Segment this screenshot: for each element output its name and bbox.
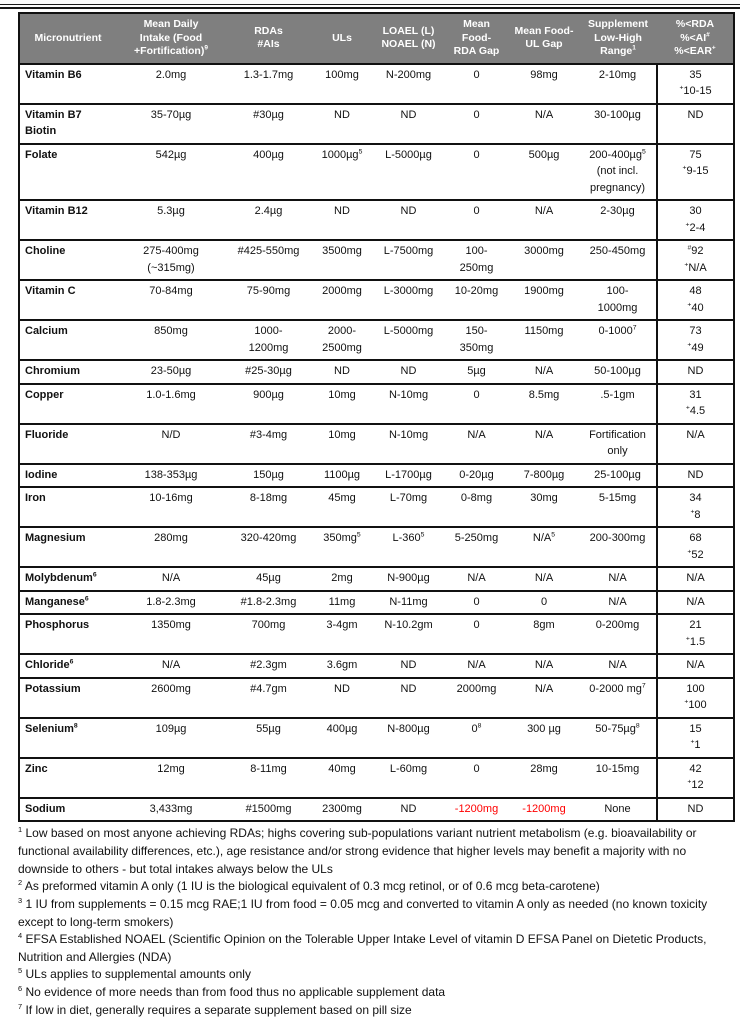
table-cell: 542µg	[116, 144, 226, 201]
table-cell: ND	[373, 678, 444, 718]
footnote-marker: 1	[18, 825, 23, 835]
footnote: $^1$ Low based on most anyone achieving RDAs; highs covering sub-populations variant nutrient metabolism (e.g. bioavailability or functional availability differences, etc.), age resistance and/or strong evidence that higher levels may benefit a majority with no downside to others - but total intakes always below the ULs	[18, 825, 697, 876]
table-cell: 7-800µg	[509, 464, 579, 488]
micronutrient-name: Vitamin B12	[19, 200, 116, 240]
table-cell: #3-4mg	[226, 424, 311, 464]
table-cell: 2000- 2500mg	[311, 320, 373, 360]
table-cell: 42 +12	[657, 758, 734, 798]
table-cell: 8gm	[509, 614, 579, 654]
table-cell: 850mg	[116, 320, 226, 360]
table-cell: N/A	[657, 591, 734, 615]
table-cell: 70-84mg	[116, 280, 226, 320]
table-row	[19, 758, 734, 798]
table-cell: -1200mg	[444, 798, 509, 822]
table-cell: 1000- 1200mg	[226, 320, 311, 360]
table-cell: N-200mg	[373, 64, 444, 104]
table-cell: 10mg	[311, 424, 373, 464]
table-cell: N-800µg	[373, 718, 444, 758]
table-cell: $L-360^5$	[373, 527, 444, 567]
footnote-marker: 3	[18, 895, 23, 905]
table-row	[19, 320, 734, 360]
table-cell: 0-1000$^7$	[579, 320, 657, 360]
table-cell: N/A	[444, 424, 509, 464]
table-cell: 10-20mg	[444, 280, 509, 320]
table-cell: 1100µg	[311, 464, 373, 488]
table-cell: 0-20µg	[444, 464, 509, 488]
table-cell: N/D	[116, 424, 226, 464]
table-cell: 35-70µg	[116, 104, 226, 144]
table-header	[19, 13, 734, 64]
table-cell: L-70mg	[373, 487, 444, 527]
table-cell: 1150mg	[509, 320, 579, 360]
table-cell: 2000mg	[444, 678, 509, 718]
table-cell: N/A	[657, 567, 734, 591]
table-cell: N/A	[509, 424, 579, 464]
table-cell: 2000mg	[311, 280, 373, 320]
micronutrient-name: Vitamin B6	[19, 64, 116, 104]
table-cell: 2300mg	[311, 798, 373, 822]
nutrient-table	[18, 12, 735, 822]
table-cell: 11mg	[311, 591, 373, 615]
column-header: %<RDA %<AI# %<EAR+	[657, 13, 734, 64]
table-cell: ND	[657, 464, 734, 488]
micronutrient-name: Molybdenum$^6$	[19, 567, 116, 591]
table-row	[19, 678, 734, 718]
table-row	[19, 280, 734, 320]
table-cell: 0	[444, 614, 509, 654]
table-cell: L-3000mg	[373, 280, 444, 320]
table-cell: 50-100µg	[579, 360, 657, 384]
table-cell: 5µg	[444, 360, 509, 384]
table-cell: 1900mg	[509, 280, 579, 320]
table-cell: N/A	[579, 567, 657, 591]
table-cell: 150µg	[226, 464, 311, 488]
table-cell: $0^8$	[444, 718, 509, 758]
table-cell: #4.7gm	[226, 678, 311, 718]
table-cell: 30 +2-4	[657, 200, 734, 240]
table-cell: L-5000mg	[373, 320, 444, 360]
table-cell: 280mg	[116, 527, 226, 567]
table-cell: N/A	[509, 104, 579, 144]
table-row	[19, 384, 734, 424]
table-cell: 23-50µg	[116, 360, 226, 384]
table-cell: #1.8-2.3mg	[226, 591, 311, 615]
micronutrient-name: Zinc	[19, 758, 116, 798]
header-row	[19, 13, 734, 64]
table-cell: N/A	[509, 654, 579, 678]
footnote: $^5$ ULs applies to supplemental amounts only	[18, 966, 251, 982]
table-cell: ND	[373, 104, 444, 144]
table-cell: Fortification only	[579, 424, 657, 464]
micronutrient-name: Calcium	[19, 320, 116, 360]
table-cell: 0	[444, 200, 509, 240]
micronutrient-name: Fluoride	[19, 424, 116, 464]
footnote: $^7$ If low in diet, generally requires a separate supplement based on pill size	[18, 1001, 412, 1017]
table-cell: 12mg	[116, 758, 226, 798]
table-cell: N-900µg	[373, 567, 444, 591]
table-row	[19, 360, 734, 384]
micronutrient-name: Sodium	[19, 798, 116, 822]
table-cell: 2.0mg	[116, 64, 226, 104]
table-cell: N/A	[116, 567, 226, 591]
table-cell: 250-450mg	[579, 240, 657, 280]
table-row	[19, 654, 734, 678]
table-cell: 30mg	[509, 487, 579, 527]
table-cell: 45µg	[226, 567, 311, 591]
table-cell: 0	[444, 64, 509, 104]
table-row	[19, 424, 734, 464]
table-cell: 15 +1	[657, 718, 734, 758]
table-cell: 21 +1.5	[657, 614, 734, 654]
table-cell: 34 +8	[657, 487, 734, 527]
table-cell: ND	[311, 200, 373, 240]
table-cell: L-60mg	[373, 758, 444, 798]
table-cell: 0-2000 $mg^7$	[579, 678, 657, 718]
table-cell: 5-250mg	[444, 527, 509, 567]
table-cell: 75 +9-15	[657, 144, 734, 201]
table-cell: ND	[311, 104, 373, 144]
table-cell: 100- 250mg	[444, 240, 509, 280]
table-cell: ND	[311, 678, 373, 718]
table-cell: 3-4gm	[311, 614, 373, 654]
table-row	[19, 591, 734, 615]
table-cell: 1.8-2.3mg	[116, 591, 226, 615]
table-cell: L-5000µg	[373, 144, 444, 201]
table-cell: 1.3-1.7mg	[226, 64, 311, 104]
table-cell: N/A	[509, 678, 579, 718]
micronutrient-name: Vitamin C	[19, 280, 116, 320]
table-cell: N-11mg	[373, 591, 444, 615]
table-cell: 3,433mg	[116, 798, 226, 822]
table-cell: ND	[657, 798, 734, 822]
table-cell: N/A	[444, 567, 509, 591]
table-cell: 275-400mg (~315mg)	[116, 240, 226, 280]
footnote: $^4$ EFSA Established NOAEL (Scientific Opinion on the Tolerable Upper Intake Level of vitamin D EFSA Panel on Dietetic Products, Nutrition and Allergies (NDA)	[18, 931, 707, 964]
table-cell: 200-300mg	[579, 527, 657, 567]
table-cell: 3000mg	[509, 240, 579, 280]
table-cell: #92 +N/A	[657, 240, 734, 280]
column-header: Mean Food- UL Gap	[509, 13, 579, 64]
table-cell: #425-550mg	[226, 240, 311, 280]
table-cell: N/A	[579, 591, 657, 615]
table-cell: N/A	[509, 567, 579, 591]
table-cell: 40mg	[311, 758, 373, 798]
micronutrient-name: Potassium	[19, 678, 116, 718]
table-cell: 100 +100	[657, 678, 734, 718]
table-cell: .5-1gm	[579, 384, 657, 424]
table-cell: 109µg	[116, 718, 226, 758]
table-cell: 8-18mg	[226, 487, 311, 527]
table-cell: 0-8mg	[444, 487, 509, 527]
table-cell: 3.6gm	[311, 654, 373, 678]
table-row	[19, 240, 734, 280]
table-cell: ND	[657, 104, 734, 144]
footnote-marker: 5	[18, 966, 23, 976]
table-cell: 50-75µg$^8$	[579, 718, 657, 758]
footnote-marker: 4	[18, 931, 23, 941]
table-cell: #30µg	[226, 104, 311, 144]
table-cell: 0	[444, 384, 509, 424]
table-row	[19, 487, 734, 527]
table-cell: #1500mg	[226, 798, 311, 822]
table-cell: ND	[373, 798, 444, 822]
table-cell: 150- 350mg	[444, 320, 509, 360]
table-cell: 35 +10-15	[657, 64, 734, 104]
micronutrient-name: Manganese$^6$	[19, 591, 116, 615]
footnote: $^6$ No evidence of more needs than from food thus no applicable supplement data	[18, 984, 446, 1000]
table-cell: 3500mg	[311, 240, 373, 280]
table-cell: 0	[444, 591, 509, 615]
table-cell: #2.3gm	[226, 654, 311, 678]
table-cell: 31 +4.5	[657, 384, 734, 424]
table-cell: 8.5mg	[509, 384, 579, 424]
table-cell: N/A	[579, 654, 657, 678]
column-header: Mean Daily Intake (Food +Fortification)$^9$	[116, 13, 226, 64]
table-cell: 28mg	[509, 758, 579, 798]
table-cell: L-1700µg	[373, 464, 444, 488]
table-cell: 0	[444, 758, 509, 798]
table-cell: ND	[657, 360, 734, 384]
table-cell: 10mg	[311, 384, 373, 424]
table-cell: N-10mg	[373, 424, 444, 464]
table-cell: 5.3µg	[116, 200, 226, 240]
micronutrient-name: Vitamin B7 Biotin	[19, 104, 116, 144]
column-header: Micronutrient	[19, 13, 116, 64]
table-cell: 45mg	[311, 487, 373, 527]
table-cell: N/A	[116, 654, 226, 678]
micronutrient-name: Chromium	[19, 360, 116, 384]
micronutrient-name: Iodine	[19, 464, 116, 488]
footnote: $^3$ 1 IU from supplements = 0.15 mcg RAE;1 IU from food = 0.05 mcg and converted to vitamin A only as needed (no known toxicity except to long-term smokers)	[18, 895, 708, 929]
table-cell: 300 µg	[509, 718, 579, 758]
table-cell: 100mg	[311, 64, 373, 104]
table-cell: 68 +52	[657, 527, 734, 567]
table-cell: 700mg	[226, 614, 311, 654]
table-cell: 1000µg$^5$	[311, 144, 373, 201]
table-cell: N/A	[444, 654, 509, 678]
table-cell: 1.0-1.6mg	[116, 384, 226, 424]
table-cell: ND	[373, 360, 444, 384]
table-cell: None	[579, 798, 657, 822]
table-cell: N-10.2gm	[373, 614, 444, 654]
table-cell: 2-30µg	[579, 200, 657, 240]
table-row	[19, 104, 734, 144]
table-row	[19, 464, 734, 488]
table-cell: 73 +49	[657, 320, 734, 360]
micronutrient-name: Iron	[19, 487, 116, 527]
micronutrient-name: Choline	[19, 240, 116, 280]
table-cell: 2mg	[311, 567, 373, 591]
micronutrient-name: Phosphorus	[19, 614, 116, 654]
table-cell: L-7500mg	[373, 240, 444, 280]
table-cell: 0	[509, 591, 579, 615]
column-header: Supplement Low-High Range$^1$	[579, 13, 657, 64]
table-cell: 400µg	[311, 718, 373, 758]
table-row	[19, 614, 734, 654]
micronutrient-name: Folate	[19, 144, 116, 201]
table-cell: 55µg	[226, 718, 311, 758]
table-cell: $N/A^5$	[509, 527, 579, 567]
column-header: RDAs #AIs	[226, 13, 311, 64]
micronutrient-name: Chloride$^6$	[19, 654, 116, 678]
micronutrient-name: Magnesium	[19, 527, 116, 567]
table-cell: N/A	[509, 200, 579, 240]
micronutrient-name: Copper	[19, 384, 116, 424]
table-cell: 10-15mg	[579, 758, 657, 798]
footnotes	[18, 825, 724, 1019]
table-cell: 0	[444, 104, 509, 144]
page-top-divider	[0, 4, 740, 9]
footnote-marker: 6	[18, 984, 23, 994]
table-cell: 30-100µg	[579, 104, 657, 144]
table-cell: 400µg	[226, 144, 311, 201]
table-cell: 10-16mg	[116, 487, 226, 527]
table-cell: 2.4µg	[226, 200, 311, 240]
table-cell: ND	[373, 654, 444, 678]
table-row	[19, 527, 734, 567]
table-cell: ND	[311, 360, 373, 384]
table-row	[19, 798, 734, 822]
table-cell: -1200mg	[509, 798, 579, 822]
table-cell: 500µg	[509, 144, 579, 201]
table-cell: 0-200mg	[579, 614, 657, 654]
table-cell: 320-420mg	[226, 527, 311, 567]
footnote-marker: 2	[18, 878, 23, 888]
table-cell: 5-15mg	[579, 487, 657, 527]
table-row	[19, 144, 734, 201]
table-cell: 2600mg	[116, 678, 226, 718]
table-cell: 100- 1000mg	[579, 280, 657, 320]
table-cell: 0	[444, 144, 509, 201]
table-cell: #25-30µg	[226, 360, 311, 384]
footnote-marker: 7	[18, 1001, 23, 1011]
table-cell: N-10mg	[373, 384, 444, 424]
table-cell: 98mg	[509, 64, 579, 104]
table-cell: 25-100µg	[579, 464, 657, 488]
micronutrient-name: Selenium$^8$	[19, 718, 116, 758]
table-row	[19, 718, 734, 758]
table-cell: 8-11mg	[226, 758, 311, 798]
table-row	[19, 567, 734, 591]
table-row	[19, 64, 734, 104]
table-cell: 900µg	[226, 384, 311, 424]
table-cell: 75-90mg	[226, 280, 311, 320]
column-header: LOAEL (L) NOAEL (N)	[373, 13, 444, 64]
table-cell: 48 +40	[657, 280, 734, 320]
footnote: $^2$ As preformed vitamin A only (1 IU is the biological equivalent of 0.3 mcg retinol, or of 0.6 mcg beta-carotene)	[18, 878, 600, 894]
table-row	[19, 200, 734, 240]
table-body	[19, 64, 734, 822]
table-cell: ND	[373, 200, 444, 240]
column-header: ULs	[311, 13, 373, 64]
table-cell: N/A	[657, 654, 734, 678]
table-cell: $350mg^5$	[311, 527, 373, 567]
table-cell: 138-353µg	[116, 464, 226, 488]
table-cell: N/A	[509, 360, 579, 384]
table-cell: 2-10mg	[579, 64, 657, 104]
table-cell: N/A	[657, 424, 734, 464]
table-cell: 1350mg	[116, 614, 226, 654]
column-header: Mean Food- RDA Gap	[444, 13, 509, 64]
table-cell: 200-400µg$^5$ (not incl. pregnancy)	[579, 144, 657, 201]
